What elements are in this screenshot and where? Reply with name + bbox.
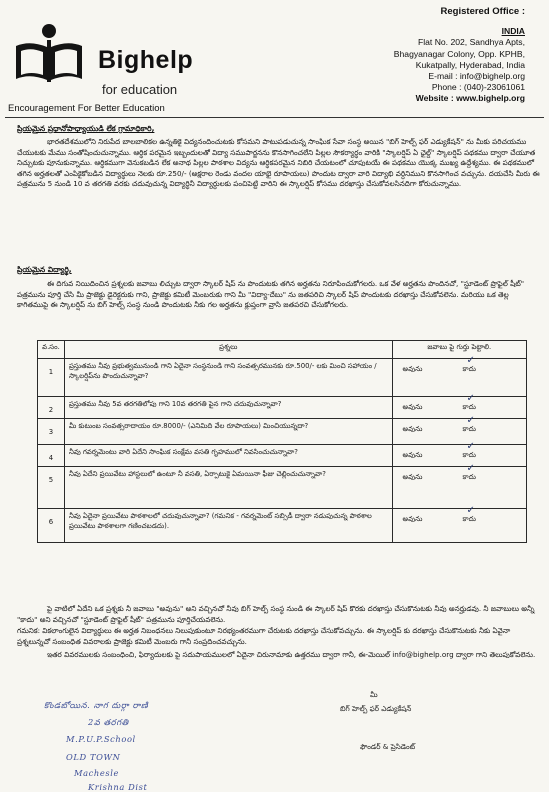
checkmark-icon: ✓	[466, 441, 475, 452]
salutation-headmaster: ప్రియమైన ప్రధానోపాధ్యాయుడి లేక గ్రామాధికారి,	[17, 124, 155, 133]
row-answer	[392, 355, 526, 397]
sign-title: ఫౌండర్ & ప్రెసిడెంట్	[360, 742, 416, 751]
table-row	[38, 397, 527, 419]
row-answer	[392, 505, 526, 543]
row-number: 2	[38, 397, 65, 419]
eligibility-paragraph: ఈ దిగువ నియిదించిన ప్రశ్నలకు జవాబు లిచ్చుట ద్వారా స్కాలర్ షిప్ ను పొందుటకు తగిన అర్హతను నిరూపించుకోగలరు. ఒక వేళ అర్హతను పొందినచో, "స్టూడెంట్ ప్రొఫైల్ షీట్" పత్రమును పూర్తి చేసి మీ ప్రాజెక్టు డైరెక్టరుకు గాని, ప్రాజెక్టు కమిటీ మెంబరుకు గాని మీ "విద్యా-దేబు" ను జతపరిచి స్కాలర్ షిప్ పొందుటకు దరఖాస్తు చేసుకోవలెను. మరియు ఒక తెల్ల కాగితముపై ఈ స్కాలర్షిప్ ను బిగ్ హెల్ప్ సంస్థ నుండి పొందుటకు నీకు గల అర్హతను క్లుప్తంగా వ్రాసి జతపరచి చేసుకోగలరు.	[17, 279, 525, 310]
col-header-answer: జవాబు పై గుర్తు పెట్టాలి.	[392, 341, 526, 359]
row-question: నీవు ఏదైనా ప్రయివేటు పాఠశాలలో చదువుచున్నావా? (గమనిక - గవర్నమెంట్ సబ్సిడీ ద్వారా నడుపుచున్న పాఠశాల ప్రయివేటు పాఠశాలగా గణించబడదు).	[64, 509, 392, 543]
row-question: మీ కుటుంబ సంవత్సరాదాయం రూ.8000/- (ఎనిమిది వేల రూపాయలు) మించియున్నదా?	[64, 419, 392, 445]
handwritten-class: 2వ తరగతి	[88, 717, 129, 727]
checkmark-icon: ✓	[466, 505, 475, 516]
checkmark-icon: ✓	[466, 463, 475, 474]
contact-paragraph: ఇతర వివరములకు సంబంధించి, ఫిర్యాదులకు పై సదుపాయములలో ఏదైనా చిరునామాకు ఉత్తరము ద్వారా గానీ, ఈ-మెయిల్ info@bighelp.org ద్వారా గాని తెలుపుకోవలెను.	[47, 650, 536, 659]
sign-off: మీ	[370, 690, 378, 699]
office-line: Kukatpally, Hyderabad, India	[415, 59, 525, 70]
answer-no-option[interactable]: కాదు	[462, 451, 476, 459]
answer-yes-option[interactable]: అవును	[402, 425, 423, 433]
row-question: నీవు ఏదేని ప్రయివేటు హాస్టలులో ఉంటూ నీ వసతి, ఏర్పాటుకై ఏమయినా ఫీజు చెల్లించుచున్నావా?	[64, 467, 392, 509]
answer-yes-option[interactable]: అవును	[402, 403, 423, 411]
table-row	[38, 445, 527, 467]
sign-organisation: బిగ్ హెల్ప్ ఫర్ ఎడ్యుకేషన్	[340, 704, 412, 713]
table-row	[38, 467, 527, 509]
header-divider	[5, 117, 544, 118]
answer-yes-option[interactable]: అవును	[402, 515, 423, 523]
row-number: 4	[38, 445, 65, 467]
row-answer	[392, 463, 526, 509]
answer-no-option[interactable]: కాదు	[462, 425, 476, 433]
table-row	[38, 359, 527, 397]
office-country: INDIA	[501, 26, 525, 37]
book-person-icon	[10, 20, 100, 92]
row-answer	[392, 393, 526, 419]
office-website: Website : www.bighelp.org	[415, 93, 525, 104]
table-header-row	[38, 341, 527, 359]
disqualify-paragraph: పై వాటిలో ఏదేని ఒక ప్రశ్నకు నీ జవాబు "అవును" అని వచ్చినచో నీవు బిగ్ హెల్ప్ సంస్థ నుండి ఈ స్కాలర్ షిప్ కొరకు దరఖాస్తు చేసుకొనుటకు నీవు అనర్హుడవు. నీ జవాబులు అన్నీ "కాదు" అని వచ్చినచో "స్టూడెంట్ ప్రొఫైల్ షీట్" పత్రమును పూర్తిచేయవలెను.	[17, 604, 535, 624]
answer-yes-option[interactable]: అవును	[402, 473, 423, 481]
brand-subtitle: for education	[102, 82, 178, 97]
row-number: 3	[38, 419, 65, 445]
checkmark-icon: ✓	[466, 415, 475, 426]
row-number: 6	[38, 509, 65, 543]
registered-office	[315, 6, 525, 105]
office-line: Flat No. 202, Sandhya Apts,	[417, 37, 525, 48]
row-question: ప్రస్తుతము నీవు 5వ తరగతిలోపు గాని 10వ తరగతి పైన గాని చదువుచున్నావా?	[64, 397, 392, 419]
col-header-number: వ.సం.	[38, 341, 65, 359]
checkmark-icon: ✓	[466, 393, 475, 404]
answer-yes-option[interactable]: అవును	[402, 365, 423, 373]
office-phone: Phone : (040)-23061061	[431, 82, 525, 93]
row-number: 1	[38, 359, 65, 397]
row-answer	[392, 415, 526, 445]
row-question: ప్రస్తుతము నీవు ప్రభుత్వమునుండి గాని ఏదైనా సంస్థనుండి గాని సంవత్సరమునకు రూ.500/- లకు మించి సహాయం / స్కాలర్షిప్‌ను పొందుచున్నావా?	[64, 359, 392, 397]
checkmark-icon: ✓	[466, 355, 475, 366]
handwritten-school: M.P.U.P.School	[66, 734, 136, 744]
row-answer	[392, 441, 526, 467]
answer-yes-option[interactable]: అవును	[402, 451, 423, 459]
row-number: 5	[38, 467, 65, 509]
intro-paragraph: భారతదేశములోని నిరుపేద బాలబాలికల ఉన్నతికై విద్యనందించుటకు కోసమని పాటుపడుచున్న సాంఘిక సేవా సంస్థ అయిన "బిగ్ హెల్ప్ ఫర్ ఎడ్యుకేషన్" ను మీకు పరిచయము చేయుటకు మేము సంతోషించుచున్నాము. ఆర్థిక పరమైన ఇబ్బందులతో విద్యా సముపార్జనను కొనసాగించలేని పిల్లల సౌకర్యార్థం వారికి "స్కాలర్షిప్ ఏ ఛైల్డ్" స్కాలర్షిప్ పథకము ద్వారా చేయూత నిచ్చుటకు పూనుకున్నాము. ఆర్థికముగా వెనుకబడిన లేక అనాథ పిల్లల పాఠశాల విద్యను ఆర్థికపరమైన నిబిరి చేయటంలో చూపుటయే ఈ పథకము యొక్క ముఖ్య ఉద్దేశ్యము. ఈ పథకములో తగిన అర్హతలతో ఎంపికైకోబడిన విద్యార్థులు నెలకు రూ.250/- (అక్షరాల రెండు వందల యాభై రూపాయలు) పొందుట ద్వారా వారి విద్యాభి వర్ధినిముని కొనసాగించ వచ్చును. దయచేసి మీరు ఈ పత్రమును 5 నుండి 10 వ తరగతి వరకు చదువుచున్న విద్యార్థినీ విద్యార్థులకు పంచిపెట్టి వారిని ఈ స్కాలర్షిప్ కోసము దరఖాస్తు చేసుకోవలసినదిగా కోరుచున్నాము.	[17, 137, 540, 189]
handwritten-village: Machesle	[74, 768, 119, 778]
office-email: E-mail : info@bighelp.org	[428, 71, 525, 82]
tagline: Encouragement For Better Education	[8, 103, 165, 114]
answer-no-option[interactable]: కాదు	[462, 403, 476, 411]
office-title: Registered Office :	[440, 6, 525, 17]
col-header-question: ప్రశ్నలు	[64, 341, 392, 359]
table-row	[38, 509, 527, 543]
office-line: Bhagyanagar Colony, Opp. KPHB,	[393, 48, 525, 59]
table-row	[38, 419, 527, 445]
answer-no-option[interactable]: కాదు	[462, 365, 476, 373]
answer-no-option[interactable]: కాదు	[462, 473, 476, 481]
brand-name: Bighelp	[98, 46, 194, 74]
eligibility-table	[37, 340, 527, 543]
salutation-student: ప్రియమైన విద్యార్థి,	[17, 265, 72, 274]
bighelp-logo	[10, 20, 194, 97]
answer-no-option[interactable]: కాదు	[462, 515, 476, 523]
handwritten-district: Krishna Dist	[88, 782, 148, 792]
handwritten-name: కొండబోయిన. నాగ దుర్గా రాణి	[44, 700, 149, 710]
note-paragraph: గమనిక: వికలాంగులైన విద్యార్థులు ఈ అర్హత నిబంధనలు నిలుపుకుంటూ నిరభ్యంతరముగా చేరుటకు దరఖాస్తు చేసుకోవచ్చును. ఈ స్కాలర్షిప్ కు దరఖాస్తు చేసుకొనుటకు నీకు ఏవైనా ప్రశ్నలున్నచో సంబంధిత వివరాలకు ప్రాజెక్టు కమిటీ మెంబరు గానీ సంప్రదించవచ్చును.	[17, 626, 511, 646]
handwritten-town: OLD TOWN	[66, 752, 121, 762]
row-question: నీవు గవర్నమెంటు వారి ఏదేని సాంఘిక సంక్షేమ వసతి గృహములో నివసించుచున్నావా?	[64, 445, 392, 467]
